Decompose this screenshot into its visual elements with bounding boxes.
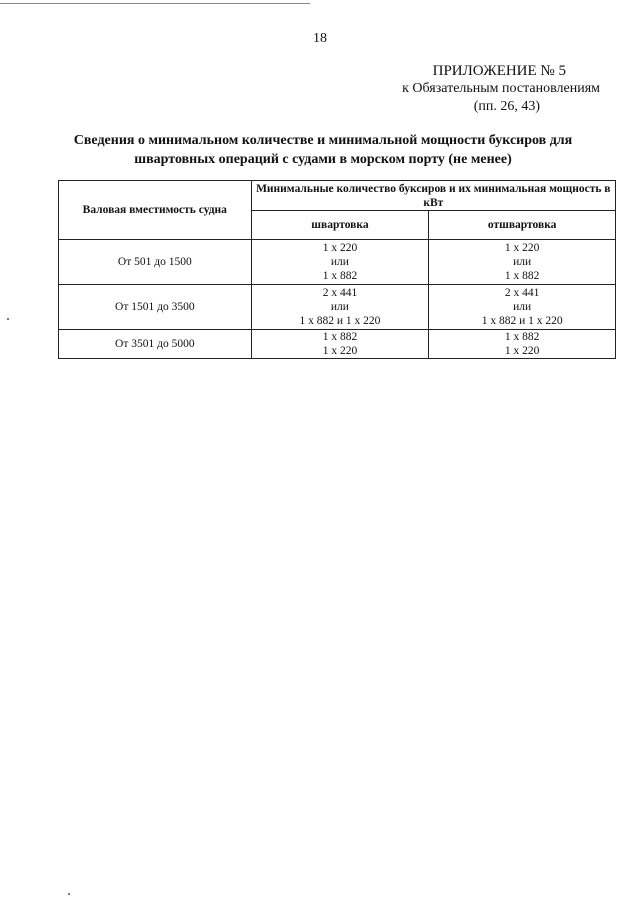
mooring-cell <box>251 285 429 330</box>
cell-line: 1 x 220 <box>504 345 540 357</box>
scan-artifact <box>7 318 9 320</box>
page-number: 18 <box>313 31 327 46</box>
cell-line: или <box>513 301 532 313</box>
cell-line: 1 x 882 <box>322 270 358 282</box>
unmooring-cell <box>429 285 616 330</box>
mooring-cell <box>251 240 429 285</box>
header-tug-requirements: Минимальные количество буксиров и их минимальная мощность в кВт <box>251 181 615 211</box>
document-title <box>40 131 606 169</box>
document-title-line: швартовных операций с судами в морском порту (не менее) <box>134 152 512 167</box>
appendix-reference: (пп. 26, 43) <box>473 99 540 114</box>
appendix-header <box>402 62 600 116</box>
cell-line: 1 x 882 и 1 x 220 <box>481 315 563 327</box>
appendix-subtitle: к Обязательным постановлениям <box>402 81 600 96</box>
table-row <box>59 285 616 330</box>
tonnage-cell: От 1501 до 3500 <box>59 285 252 330</box>
header-gross-tonnage: Валовая вместимость судна <box>59 181 252 240</box>
header-unmooring: отшвартовка <box>429 211 616 240</box>
table-row <box>59 240 616 285</box>
cell-line: 1 x 882 <box>504 270 540 282</box>
document-title-line: Сведения о минимальном количестве и минимальной мощности буксиров для <box>73 133 573 148</box>
cell-line: 2 x 441 <box>322 287 358 299</box>
page-edge <box>0 3 310 4</box>
unmooring-cell <box>429 240 616 285</box>
appendix-title: ПРИЛОЖЕНИЕ № 5 <box>432 63 566 79</box>
unmooring-cell <box>429 330 616 359</box>
tonnage-cell: От 501 до 1500 <box>59 240 252 285</box>
cell-line: 1 x 220 <box>322 345 358 357</box>
scan-artifact <box>68 893 70 895</box>
cell-line: 1 x 220 <box>504 242 540 254</box>
tonnage-cell: От 3501 до 5000 <box>59 330 252 359</box>
header-mooring: швартовка <box>251 211 429 240</box>
cell-line: или <box>330 301 349 313</box>
mooring-cell <box>251 330 429 359</box>
cell-line: 1 x 882 и 1 x 220 <box>299 315 381 327</box>
cell-line: 1 x 220 <box>322 242 358 254</box>
cell-line: или <box>330 256 349 268</box>
tugboat-requirements-table <box>58 180 616 359</box>
cell-line: 1 x 882 <box>322 331 358 343</box>
cell-line: 1 x 882 <box>504 331 540 343</box>
cell-line: или <box>513 256 532 268</box>
cell-line: 2 x 441 <box>504 287 540 299</box>
table-row <box>59 330 616 359</box>
